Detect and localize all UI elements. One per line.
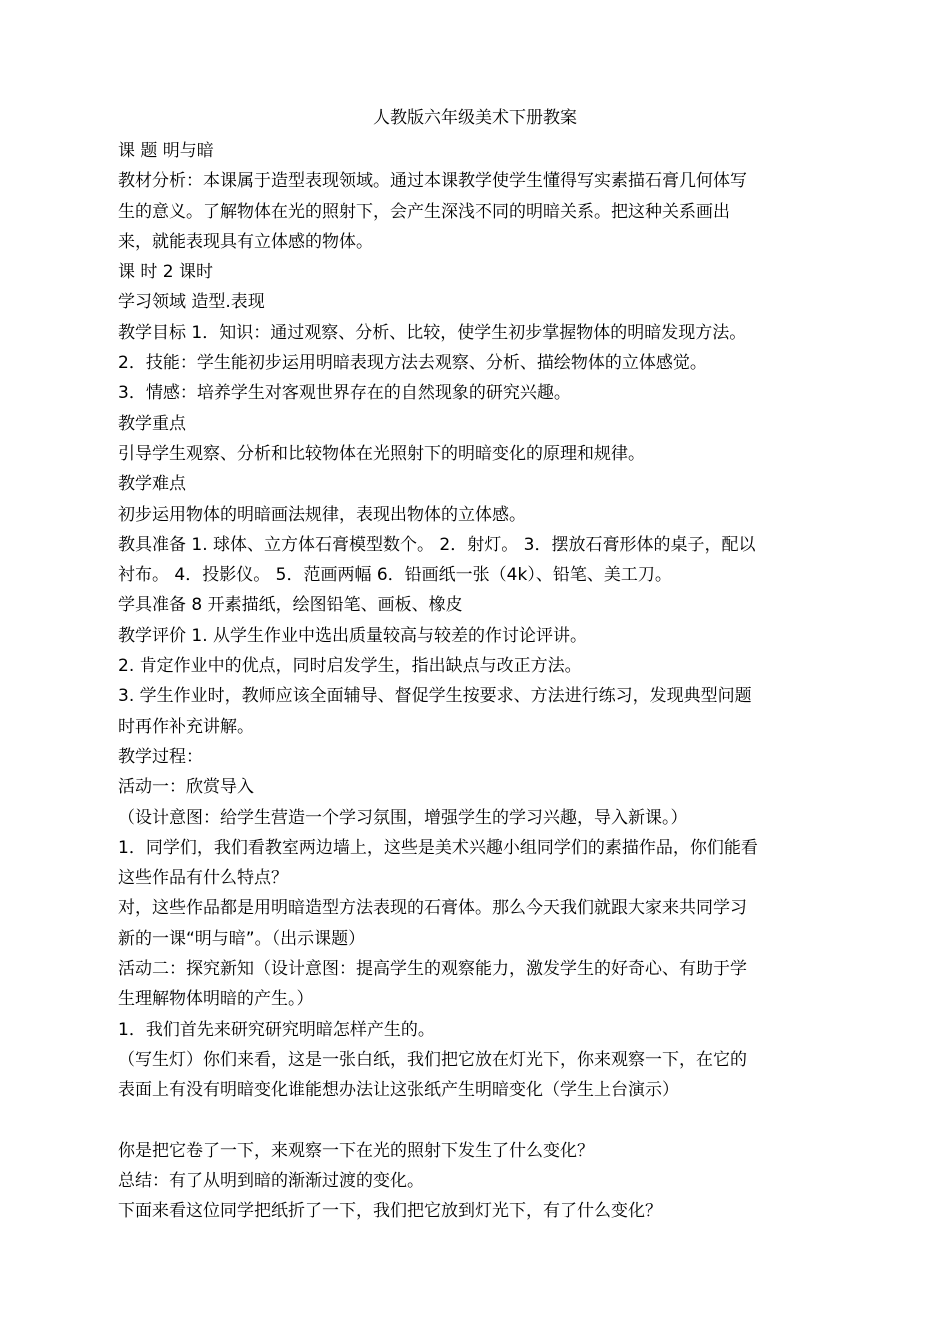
- text-line: 来，就能表现具有立体感的物体。: [118, 231, 373, 252]
- text-line: 教具准备 1. 球体、立方体石膏模型数个。 2．射灯。 3．摆放石膏形体的桌子，配以: [118, 534, 756, 555]
- text-line: 课 时 2 课时: [118, 262, 214, 283]
- text-line: 活动二：探究新知（设计意图：提高学生的观察能力，激发学生的好奇心、有助于学: [118, 959, 747, 980]
- text-line: 生的意义。了解物体在光的照射下，会产生深浅不同的明暗关系。把这种关系画出: [118, 201, 730, 222]
- text-line: （设计意图：给学生营造一个学习氛围，增强学生的学习兴趣，导入新课。）: [118, 807, 688, 828]
- text-line: 学具准备 8 开素描纸，绘图铅笔、画板、橡皮: [118, 595, 463, 616]
- text-line: 课 题 明与暗: [118, 141, 214, 161]
- text-line: 新的一课“明与暗”。（出示课题）: [118, 928, 366, 949]
- text-line: 引导学生观察、分析和比较物体在光照射下的明暗变化的原理和规律。: [118, 443, 645, 464]
- text-line: 生理解物体明暗的产生。）: [118, 989, 314, 1010]
- document-body: [118, 136, 836, 1227]
- text-line: 对，这些作品都是用明暗造型方法表现的石膏体。那么今天我们就跟大家来共同学习: [118, 898, 747, 919]
- text-line: 教学难点: [118, 474, 186, 495]
- text-line: （写生灯）你们来看，这是一张白纸，我们把它放在灯光下，你来观察一下，在它的: [118, 1049, 747, 1070]
- text-line: 教学评价 1. 从学生作业中选出质量较高与较差的作讨论评讲。: [118, 625, 588, 646]
- text-line: 3. 学生作业时，教师应该全面辅导、督促学生按要求、方法进行练习，发现典型问题: [118, 686, 752, 707]
- text-line: 教材分析：本课属于造型表现领域。通过本课教学使学生懂得写实素描石膏几何体写: [118, 171, 747, 192]
- text-line: 活动一：欣赏导入: [118, 777, 254, 798]
- text-line: 初步运用物体的明暗画法规律，表现出物体的立体感。: [118, 504, 526, 525]
- text-line: 你是把它卷了一下，来观察一下在光的照射下发生了什么变化？: [118, 1140, 594, 1161]
- text-line: 教学目标 1．知识：通过观察、分析、比较，使学生初步掌握物体的明暗发现方法。: [118, 322, 747, 343]
- text-line: 1．同学们，我们看教室两边墙上，这些是美术兴趣小组同学们的素描作品，你们能看: [118, 837, 758, 858]
- text-line: 衬布。 4．投影仪。 5．范画两幅 6．铅画纸一张（4k）、铅笔、美工刀。: [118, 565, 672, 586]
- blank-line: [118, 1106, 836, 1136]
- text-line: 教学重点: [118, 413, 186, 434]
- text-line: 1．我们首先来研究研究明暗怎样产生的。: [118, 1019, 435, 1040]
- document-title: 人教版六年级美术下册教案: [373, 108, 577, 128]
- text-line: 表面上有没有明暗变化谁能想办法让这张纸产生明暗变化（学生上台演示）: [118, 1080, 679, 1101]
- text-line: 教学过程：: [118, 746, 203, 767]
- text-line: 总结：有了从明到暗的渐渐过渡的变化。: [118, 1171, 424, 1192]
- text-line: 下面来看这位同学把纸折了一下，我们把它放到灯光下，有了什么变化？: [118, 1201, 662, 1222]
- text-line: 2. 肯定作业中的优点，同时启发学生，指出缺点与改正方法。: [118, 656, 582, 677]
- text-line: 学习领域 造型.表现: [118, 292, 265, 313]
- text-line: 这些作品有什么特点？: [118, 868, 288, 889]
- text-line: 时再作补充讲解。: [118, 716, 254, 737]
- text-line: 2．技能：学生能初步运用明暗表现方法去观察、分析、描绘物体的立体感觉。: [118, 353, 707, 374]
- text-line: 3．情感：培养学生对客观世界存在的自然现象的研究兴趣。: [118, 383, 571, 404]
